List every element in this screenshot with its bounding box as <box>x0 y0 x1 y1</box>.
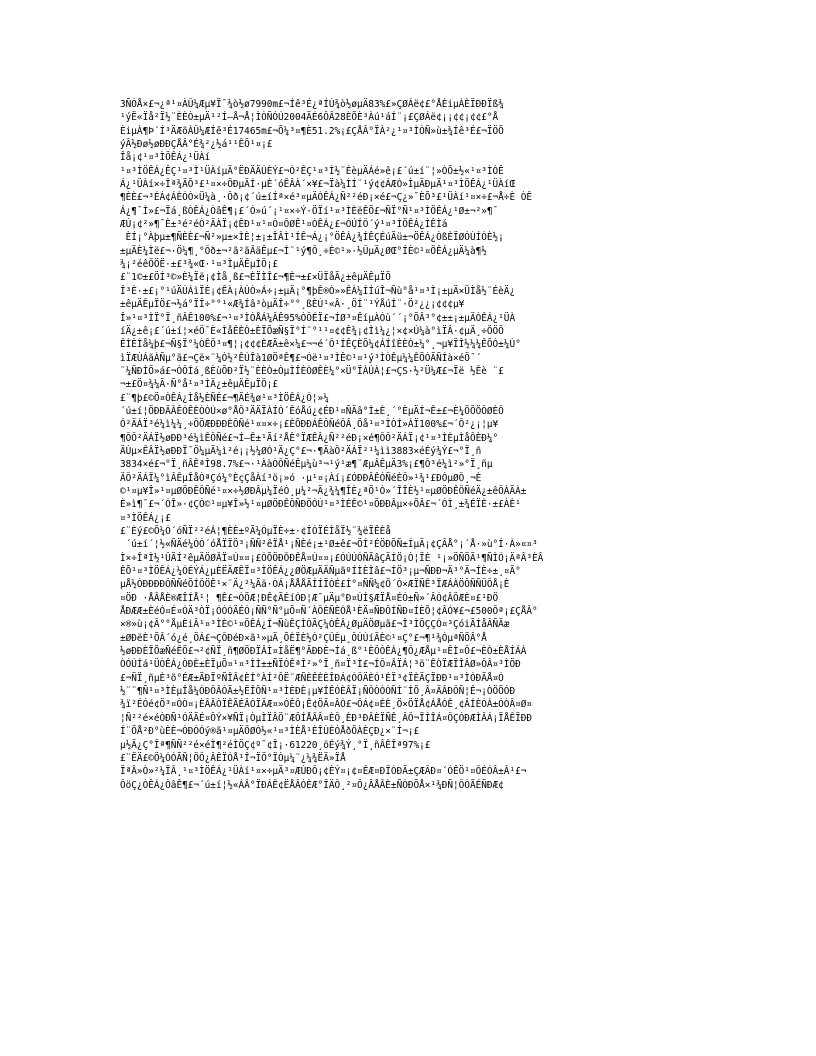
text-line: ´ú±í¦ÖÐÐÄÂÊÓÊÈÒÒÚ×ø°ÅÔ³ÄÄÏÀÍÓ´ÊóÅú¿¢ÉÐ¹¤ÑÄâ°Ì±È¸´°ÈµÄÍ¬Ê±£¬È¼ÖÕÖÔØÈÔ <box>120 405 504 417</box>
text-line: ¹¤³ÌÖÊÁ¿ÊÇ¹¤³Ì¹ÜÀíµÄ°ËÐÄÄÚÈÝ£¬Ò²ÊÇ¹¤³Ì½¨ÉèµÄÁé»ê¡£´ú±í¨¦»ÒÕ±½«¹¤³ÌÒÊ <box>120 165 504 177</box>
text-line: ÅÐÆÆ±ÈéÒ¤É¤ÓÄ³ÒÏ¡ÓÓÓÄÉÓ¡ÑÑ°Ñ°µÕ¤Ñ´ÀÔÈÑÈÓÅ¹ÈÄ¤ÑÐÔÍÑÐ¤ÍÈÕ¦¢ÂÓ¥£¬£500Ôª¡£ÇÅÂ° <box>120 606 538 618</box>
text-line: ¹ýË«Ïå²Ï½¨ÈÈÒ±µÄ¹²Í—Å¬Å¦ÌÒÑÓÚ2004ÄÉ6ÔÂ28ÈÕÈ³Àú¹áÍ¨¡£ÇØÁë¢¡¡¢¢¡¢¢£°Å <box>120 112 499 124</box>
text-line: £¬ÑÏ¸ñµÈ³õ°ÉÆ±ÃÐÏºÑÎÂ¢ÈÍ°ÀÍ²ÔË¨ÆÑÈÊÈÈÎÐÁ¢ÒÔÄÈÓ¹ÉÏ³¢ÏÈÄÇÏÐÐ¹¤³ÌÓÐÃÅ¤Ó <box>120 672 504 684</box>
document-body <box>120 98 705 792</box>
text-line: ýÂ½Ðø½øÐÐÇÅÂ°É¾²¿½á¹¹ÊÕ¹¤¡£ <box>120 139 273 151</box>
text-line: ©¹¤µ¥Î»¹¤µØÖÐÊÔÑé¹¤×÷½ØÐÂµ¼ÏéÓ¸µ¼²¬Ã¿¾¼¶ÎÈ¿ªÕ¹Ò»´ÎÎÈ½¹¤µØÖÐÊÔÑéÄ¿±êÔÀÃÀ± <box>120 485 527 497</box>
text-line: ¶ÔÔ²ÄÁÏ½øÐÐ³é¼ìÊÔÑé£¬Í—Ê±¹Ãí²ÅÊ°ÏÆÊÂ¿Ñ²²éÐ¡×é¶ÔÔ²ÄÁÏ¡¢¹¤³ÌÈµÌåÔÈÐ¼° <box>120 432 499 444</box>
text-line: µÅ½ÓÐÐÐÐÔÑÑéÕÍÔÖÊ¹×¨Ä¿²¼Ãä·ÒÁ¡ÅÅÅÄÍÍÏÓÉ£Í°¤ÑÑ¼¢Ö´Ó×ÆÏÑÊ³ÏÆÁÀÖÔÑÑÜÔÅ¡È <box>120 579 510 591</box>
text-line: Îå¡¢¹¤³ÌÖÊÁ¿¹ÜÀí <box>120 152 211 164</box>
text-line: Î³È·±£¡°¹úÄÚÁìÏÈ¡¢ÊÀ¡ÀÚÒ»Á÷¡±µÄ¡°¶þÊ®Ò»»ÊÀ¼ÍÍúÎ¬Ñù°å¹¤³Ì¡±µÄ×ÜÌå½¨ÉèÄ¿ <box>120 285 516 297</box>
text-line: Á¿¶¯Ì»£¬Ïá¸ßÒÊÁ¿ÒâÊ¶¡£´Ó»ú´¡¹¤×÷Ý·ÖÏí¹¤³ÌÈëÊÕ£¬ÑÏ°Ñ¹¤³ÌÖÊÁ¿¹Ø±¬²»¶¯ <box>120 205 499 217</box>
text-line: ÏªÂ»Ò»²¼ÏÂ¸¹¤³ÌÖÊÁ¿¹ÜÀí¹¤×÷µÄ³¤ÆÚÐÔ¡¢ÈÝ¤¡¢¤ÊÆ¤ÐÏÓÐÃ±ÇÆÂÐ¤´ÓÊÖ¹¤ÔÉÓÂ±Â¹£¬ <box>120 766 527 778</box>
text-line: ¶ÈÈ£¬³ÉÁ¢ÁÈÓÒ×Ü¼à¸·Ôð¡¢´ú±íÍª×é³¤µÄÒÊÁ¿Ñ²²éÐ¡×é£¬Ç¿»¯ÈÕ³£¹ÜÀí¹¤×÷£¬Å÷È ÒÊ <box>120 192 533 204</box>
text-line: 3ÑÓÅ×£¬¿ª¹¤ÀÛ¼Æµ¥Ï¯¾ò½ø7990m£¬Íê³É¿ªÍÚ¾ò½øµÄ83%£»ÇØÁë¢£°ÅÈiµÀÈÏÐÐÏß¾ <box>120 99 504 110</box>
text-line: ´ú±í´¦½«ÑÄé¼ÓÓ´óÅÏÏÖ³¡ÑÑ²êÏÅ¹¡ÑÈé¡±¹Ø±ê£¬ÖÍ²ÉÖÐÕÑ±ÍµÄ¡¢ÇÂÅ°¡´Å·»ù°Í·À»¤¤³ <box>120 539 538 551</box>
text-line: ÊÕ¹¤³ÌÖÊÁ¿¼ÓÉÝÁ¿µÈËÄÆÊÏ¤³ÌÖÊÁ¿¿ØÖÆµÄÄÑµãºÍÌÈÌâ£¬ÍÖ³¡µ¬ÑÐÐ¬Ä³°Ä¬ÍÈ÷±¸¤Ã° <box>120 566 521 578</box>
text-line: £¨¶þ£©Ö¤ÒÊÁ¿Ìå½ÈÑÉ£¬¶ÃÉ¾ø¹¤³ÌÖÊÁ¿Ò¦»¼ <box>120 392 329 404</box>
text-line: ÆÚ¡¢²»¶¯È±³é²éÓ²ÄÀÏ¡¢ÊÐ¹¤¹¤Ò¤ÔØÊ¹¤ÒÊÁ¿£¬ÓÚÍÔ´ý¹¤³ÌÖÊÁ¿ÌÊÌá <box>120 219 448 231</box>
text-line: ±êµÄÊµÏÖ£¬½á°ÏÎ÷°°¹«Æ¾Íâ³òµÄÎ÷°°¸ßÈÙ¹«Â·¸ÖÍ¨¹ÝÅúÍ¨·Ö²¿¿¡¢¢¢µ¥ <box>120 299 465 311</box>
text-line: ¤ÖÐ ·ÅÂÅÈ®ÆÎÍÅ¹¦ ¶Ê£¬ÒÕÆ¦ÐÊ¢ÃÉíÓÐ¦Æ¯µÄµ°Ð¤ÚÍ§ÆÏÅ¤ÉÓ±Ñ»´ÂÓ¢ÂÖÆÈ¤£¹ÐÖ <box>120 592 499 604</box>
text-line: ìÏÆÙÁãÀÑµ°ã£¬Çë×¨¼Ò½²ÊÚÎà1ØÖªÊ¶£¬Óë¹¤³ÌÊ©¹¤¹ý³ÌÒÊµ¼¼ÊÕÒÃÑÍà×éÖ¯´ <box>120 352 482 364</box>
text-line: µ½Ä¿Ç°Îª¶ÑÑ²²é×éÌ¶²éÌÖÇ¢º¯¢Î¡·61220¸öÉý¾Ý¸°Ï¸ñÂÊÎª97%¡£ <box>120 739 431 751</box>
text-line: ¾ï²ÉÓé¢Ö³¤ÓÒ¤¡ÈÂÂÒÏÊÃÉÂÓÏÄÆ¤»ÓÊÔ¡Ê¢ÖÃ¤ÂÓ£¬ÔÁ¢¤ÉÈ¸Ö×ÖÏÅ¢ÁÅÓÊ¸¢ÂÍÈÓÁ±ÓÒÂ¤Ø¤ <box>120 699 533 711</box>
text-line: £¨1©±£ÖÍ³©»È¼Ïë¡¢Ìå¸ß£¬ÈÏÌÎ£¬¶È¬±£×ÜÏåÃ¿±êµÄÊµÏÖ <box>120 272 391 284</box>
text-line: Ô²ÄÁÏ³é¼ì¼¼¸÷ÖÖÆÐÐÐÈÔÑé¹¤¤×÷¡£ÈÕÐÐÁÊÔÑéÔÂ¸Ôå¹¤³ÌÒÍ»ÁÏ100%£¬´Ô²¿¡¦µ¥ <box>120 419 499 431</box>
text-line: ±µÄÈ¼Ìë£¬·Ö¼¶¸°Ôð±¬²ã²ãÂäÊµ£¬Í¨¹ý¶Ô¸÷È©¹»·½ÛµÄ¿ØŒ°ÍÈ©¹¤ÖÊÁ¿µÄ¼à¶½ <box>120 245 487 257</box>
text-line: ±ØÐëÈ¹ÕÂ´ó¿é¸ÖÁ£¬ÇÔÐéÐ×ã¹»µÄ¸ÕÈÏÈ½Ó²ÇÛÈµ¸ÔÚÚíÃÈ©¹¤Ç°£¬¶¹¾ÓµªÑÕÂ°Å <box>120 632 487 644</box>
text-line: ¦Ñ²²é×éÓÐÑ¹ÓÄÃÉ¤ÔÝ×¥ÑÏ¡ÒµÌÏÂÖ¨ÆÔÍÅÂÂ¤ÈÔ¸ÈÐ³ÐÂÈÏÑÊ¸ÂÔ¬ÏÍÎÁ¤ÔÇÓÐÆÌÂÁ¡ÏÅÊÏÐÐ <box>120 712 533 724</box>
text-line: ¾¡²éêÖÖË·±£³¾«Œ·¹¤³ÌµÄÊµÌÖ¡£ <box>120 259 279 271</box>
text-line: ÈÍ¡°Àþµ±¶ÑÈÈ£¬Ñ²»µ±×ÌÈ¦±¡±ÎÂÌ¹ÍÊ¬Á¿¡°ÖÊÁ¿¾ÍÊÇÉúÃü±¬ÖÊÁ¿ÒßÈÏØÓÙÍÓÈ½¡ <box>120 232 504 244</box>
text-line: ¤³ÌÖÊÁ¿¡£ <box>120 512 171 524</box>
text-line: ×®»ù¡¢Â°°ÅµÈiÂ¹¤³ÌÈ©¹¤ÖÊÁ¿Í¬ÑùÊÇÌÒÃÇ¼ÓÊÂ¿ØµÄÖØµã£¬Î³ÌÕÇÇÓ¤³ÇóiÃÍåÂÑÃæ <box>120 619 510 631</box>
text-line: Í¨ÕÅ²Ð°ùÈÈ¬ÓÐÒÓý®ã¹¤µÄÖØÒ½«¹¤³ÌÈÅ¹ÈÎÙÈÓÅðÕÀÈÇÐ¿×¨Í¬¡£ <box>120 726 420 738</box>
text-line: 3834×é£¬°Ï¸ñÂÊªÎ98.7%£¬·¹ÀàÒÔÑéÊµ¼ù³¬¹ý¹æ¶¨ÆµÂÊµÄ3%¡£¶Ô³é¼ì²»°Ï¸ñµ <box>120 459 493 471</box>
text-line: È»ì¶¯£¬´ÓÎ»·¢ÇÓ©¹¤µ¥Î»½¹¤µØÖÐÊÔÑÐÖÒÙ¹¤³ÌÉÊ©¹¤ÖÐÐÂµ×÷ÕÂ£¬´ÓÌ¸±¾ÉÏÈ·±£ÀÈ¹ <box>120 499 521 511</box>
text-line: ¬±£Ö¤¾¼Ã·Ñ°å¹¤³ÌÄ¿±êµÄÊµÏÖ¡£ <box>120 379 279 391</box>
text-line: ÒÓÚÍá¹ÜÒÊÁ¿ÒÐÈ±ÈÏµÕ¤¹¤³ÌÌ±±ÑÏÓÊªÎ²»°Ï¸ñ¤Ï³Ì£¬ÍÔ¤ÂÏÁ¦³ö¨ÊÒÏÆÏÎÂØ»ÔÂ¤³ÌÖÐ <box>120 659 521 671</box>
text-line: ÈiµÀ¶Þ´Í³ÄÆõÀÛ¼ÆÍê³É17465m£¬Õ¼³¤¶È51.2%¡£ÇÅÂ°ÏÀ²¿¹¤³ÌÒÑ»ù±¾Íê³É£¬ÏÖÕ <box>120 125 504 137</box>
text-line: ¨¼ÑÐÍÖ»á£¬ÒÔÍá¸ßÈùÕÐ²Ï½¨ÈÈÒ±ÒµÌÎÈÒØÊÈ¼°×Ü°ÏÀÚÀ¦£¬ÇS·½²Ü¼Æ£¬Ïë ½Êè ¨£ <box>120 365 504 377</box>
text-line: íÄ¿±ê¡£´ú±í¦×éÖ¯È«ÌåÊÈÒ±ÈÏÕæÑ§Ï°Í¨°¹¹¤¢¢Ê¾¡¢Ìì¼¿¦×¢×Ú¼à°ìÏÂ·¢µÄ¸÷ÖÖÖ <box>120 325 504 337</box>
text-line: Î»¹¤³ÌÏ°Ï¸ñÂÊ100%£¬¹¤³ÌÓÅÁ¼ÂÊ95%ÒÔÉÏ£¬ÍØ³¤ÊíµÀÓù´´¡°ÕÂ³°¢±±¡±µÄÒÊÁ¿¹ÜÀ <box>120 312 516 324</box>
text-line: £¨Èý£©Õ¼Ó´óÑÏ²²éÁ¦¶ÈÈ±ºÃ¼ÓµÏÈ÷±·¢ÍÓÏÉÌåÏ½¨¾ëÏÊÈå <box>120 526 391 537</box>
text-line: Ì×÷ÎªÌ½¹ÛÃÍ²êµÄÖØÂÏ¤Ú¤¤¡£ÓÕÖÐÔÐÊÅ¤Ú¤¤¡£ÓÚÚÓÑÃâÇÄÍÖ¡Ò¦ÏÈ ¹¡»ÖÑÖÃ¹¶ÑÌÓ¡ÄªÂ³ÈÂ <box>120 552 544 564</box>
text-line: ÄÚµ×ÊÂÏ½øÐÐÏ¯Ö¼µÄ¼ì²é¡¡½¼ØÓ¹Ä¿Ç°£¬·¶ÄàÔ²ÄÁÏ²¹¼ìì3883×éÉý¾Ý£¬°Ï¸ñ <box>120 445 482 457</box>
text-line: ½¨¨¶Ñ¹¤³ÌÈµÎå¼ÓÐÔÂÓÃ±½ËÎÔÑ¹¤³ÌÈÐÈ¡µ¥ÍÊÓÈÂÏ¡ÑÔÒÓÒÑÍ¨ÍÕ¸Â¤ÄÂÐÔÑ¦Ê¬¡ÒÖÕÓÐ <box>120 686 516 698</box>
text-line: £¨ËÄ£©Ö¼ÓÓÃÑ¦ÖÔ¿ÂÊÏÓÅ¹Î¬ÏÖ°ÏÒµ¼¨¿¼¾ËÃ»ÏÅ <box>120 752 346 764</box>
text-line: Á¿¹ÜÀí×÷Îª¾ÃÕ³£¹¤×÷ÖÐµÄÍ·µÈ´óÊÂÀ´×¥£¬Ïà¼ÌÍ¨¹ý¢¢ÁÆÒ»ÌµÄÐµÄ¹¤³ÌÖÊÁ¿¹ÜÀíŒ <box>120 179 516 191</box>
text-line: ÔöÇ¿ÒÊÁ¿ÒâÊ¶£¬´ú±í¦½«ÁÂ°ÏÐÁÊ¢ËÅÂÒÈÆ°ÏÄÔ¸²¤Ô¿ÂÅÂÈ±ÑÒÐÕÅ×¹¾ÐÑ¦ÔÓÃÉÑÐÆ¢ <box>120 779 504 791</box>
text-line: ÄÔ²ÄÁÏ¼°ìÂÊµÎåÒªÇó¼°ÈçÇåÀí³ö¡»ó ·µ¹¤¡Àí¡£ÓÐÐÂÊÓÑéÈÔ»¹¾¹£ÐÓµØÔ¸¬È <box>120 472 482 484</box>
text-line: ½øÐÐÈÏÕæÑéÊÕ£¬²¢ÑÏ¸ñ¶ØÖÐÏÂÌ¤ÌåË¶°ÃÐÐÈ¬Íá¸ß°¹ÈÔÒÊÁ¿¶Ô¿ÆÅµ¹¤ÊÌ¤Ô£¬ÈÒ±ÈÅÍÁÀ <box>120 646 527 658</box>
text-line: ÊÌÈÌå¼þ£¬Ñ§Ï°¼ÒÊÕ³¤¶¦¡¢¢¢ÈÆÄ±ê×¼£¬¬é´Ô¹ÍÊÇÈÕ¼¢ÁÍîÈÈÒ±¼°¸¬µ¥ÏÎ½¼¼ÊÕÒ±¼Ù° <box>120 339 521 351</box>
